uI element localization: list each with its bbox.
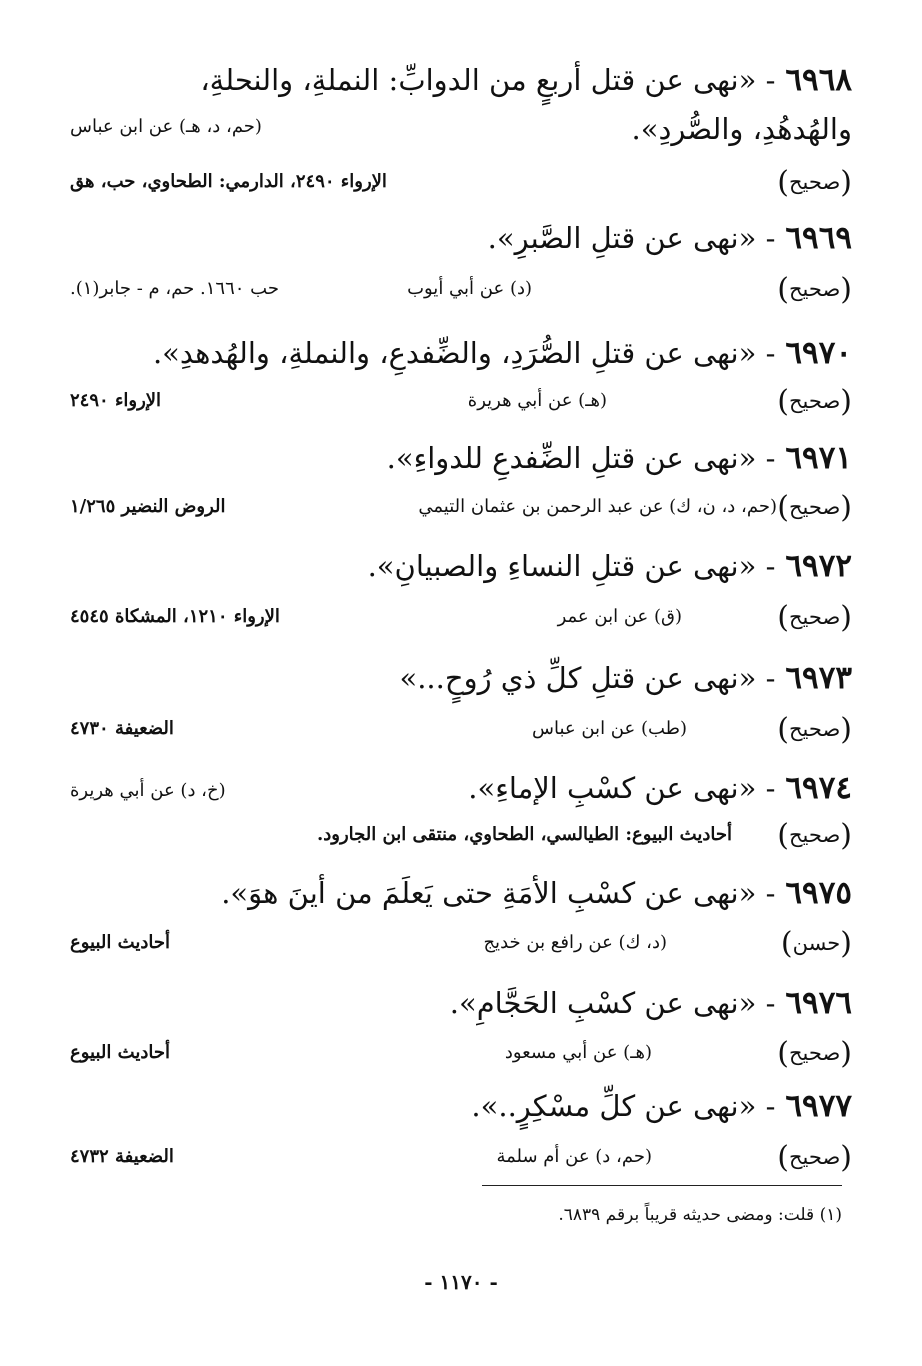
hadith-line bbox=[70, 770, 852, 814]
grade-label: ( صحيح ) bbox=[777, 1036, 852, 1071]
reference-text: الضعيفة ٤٧٣٠ bbox=[70, 718, 174, 739]
hadith-number: ٦٩٧٧ bbox=[785, 1088, 852, 1124]
meta-row bbox=[70, 1036, 852, 1076]
hadith-text: - «نهى عن قتلِ كلِّ ذي رُوحٍ...» bbox=[399, 661, 776, 695]
meta-row bbox=[70, 600, 852, 640]
reference-text: حب ١٦٦٠. حم، م - جابر(١). bbox=[70, 278, 279, 299]
grade-label: ( صحيح ) bbox=[777, 272, 852, 307]
hadith-number: ٦٩٧٥ bbox=[785, 875, 852, 911]
source-text: (هـ) عن أبي مسعود bbox=[504, 1042, 652, 1063]
grade-label: ( حسن ) bbox=[781, 926, 852, 961]
grade-label: ( صحيح ) bbox=[777, 384, 852, 419]
grade-label: ( صحيح ) bbox=[777, 600, 852, 635]
source-text: (د) عن أبي أيوب bbox=[407, 278, 532, 299]
hadith-text-continued: والهُدهُدِ، والصُّردِ». bbox=[631, 112, 852, 146]
meta-row bbox=[70, 272, 852, 312]
footnote-divider bbox=[482, 1185, 842, 1186]
reference-text: الإرواء ١٢١٠، المشكاة ٤٥٤٥ bbox=[70, 606, 280, 627]
source-text: (ق) عن ابن عمر bbox=[557, 606, 682, 627]
hadith-number: ٦٩٧٢ bbox=[785, 548, 852, 584]
hadith-line bbox=[70, 548, 852, 584]
reference-text: أحاديث البيوع bbox=[70, 932, 170, 953]
source-text: (خ، د) عن أبي هريرة bbox=[70, 780, 226, 801]
hadith-text: - «نهى عن قتلِ الصُّرَدِ، والضِّفدعِ، والنملةِ، والهُدهدِ». bbox=[152, 336, 776, 370]
hadith-line bbox=[70, 440, 852, 476]
hadith-number: ٦٩٧٠ bbox=[785, 335, 852, 371]
meta-row bbox=[70, 490, 852, 530]
source-text: (حم، د، هـ) عن ابن عباس bbox=[70, 116, 262, 137]
hadith-text: - «نهى عن قتلِ الضِّفدعِ للدواءِ». bbox=[386, 441, 776, 475]
hadith-line bbox=[70, 660, 852, 696]
hadith-number: ٦٩٧٤ bbox=[785, 770, 852, 806]
grade-label: ( صحيح ) bbox=[777, 165, 852, 200]
meta-row bbox=[70, 1140, 852, 1180]
meta-row bbox=[70, 818, 852, 858]
source-text: (د، ك) عن رافع بن خديج bbox=[483, 932, 667, 953]
source-text: (طب) عن ابن عباس bbox=[532, 718, 687, 739]
grade-label: ( صحيح ) bbox=[777, 490, 852, 525]
page-number: - ١١٧٠ - bbox=[424, 1270, 498, 1294]
hadith-line bbox=[70, 985, 852, 1021]
meta-row bbox=[70, 384, 852, 424]
reference-text: الضعيفة ٤٧٣٢ bbox=[70, 1146, 174, 1167]
hadith-text: - «نهى عن قتل أربعٍ من الدوابِّ: النملةِ، والنحلةِ، bbox=[200, 63, 776, 97]
reference-text: الإرواء ٢٤٩٠ bbox=[70, 390, 162, 411]
hadith-text: - «نهى عن كسْبِ الإماءِ». bbox=[468, 771, 776, 805]
hadith-text: - «نهى عن قتلِ الصَّبرِ». bbox=[487, 221, 776, 255]
grade-label: ( صحيح ) bbox=[777, 712, 852, 747]
reference-text: الروض النضير ١/٢٦٥ bbox=[70, 496, 226, 517]
hadith-line bbox=[70, 1088, 852, 1124]
hadith-line bbox=[70, 875, 852, 911]
hadith-line bbox=[70, 220, 852, 256]
meta-row bbox=[70, 165, 852, 205]
meta-row bbox=[70, 712, 852, 752]
footnote-text: (١) قلت: ومضى حديثه قريباً برقم ٦٨٣٩. bbox=[558, 1205, 842, 1225]
hadith-continuation-row bbox=[70, 112, 852, 156]
hadith-number: ٦٩٦٩ bbox=[785, 220, 852, 256]
hadith-number: ٦٩٧٣ bbox=[785, 660, 852, 696]
grade-label: ( صحيح ) bbox=[777, 818, 852, 853]
hadith-line bbox=[70, 335, 852, 371]
hadith-text: - «نهى عن كسْبِ الحَجَّامِ». bbox=[449, 986, 776, 1020]
hadith-number: ٦٩٦٨ bbox=[785, 62, 852, 98]
hadith-number: ٦٩٧٦ bbox=[785, 985, 852, 1021]
source-text: (حم، د) عن أم سلمة bbox=[496, 1146, 652, 1167]
hadith-text: - «نهى عن قتلِ النساءِ والصبيانِ». bbox=[367, 549, 776, 583]
reference-text: أحاديث البيوع bbox=[70, 1042, 170, 1063]
hadith-number: ٦٩٧١ bbox=[785, 440, 852, 476]
meta-row bbox=[70, 926, 852, 966]
grade-label: ( صحيح ) bbox=[777, 1140, 852, 1175]
reference-text: الإرواء ٢٤٩٠، الدارمي: الطحاوي، حب، هق bbox=[70, 171, 387, 192]
hadith-line bbox=[70, 62, 852, 98]
hadith-text: - «نهى عن كسْبِ الأمَةِ حتى يَعلَمَ من أينَ هوَ». bbox=[221, 876, 776, 910]
reference-text: أحاديث البيوع: الطيالسي، الطحاوي، منتقى ابن الجارود. bbox=[317, 824, 732, 845]
source-text: (حم، د، ن، ك) عن عبد الرحمن بن عثمان التيمي bbox=[418, 496, 777, 517]
hadith-text: - «نهى عن كلِّ مسْكِرٍ..». bbox=[471, 1089, 776, 1123]
source-text: (هـ) عن أبي هريرة bbox=[467, 390, 607, 411]
